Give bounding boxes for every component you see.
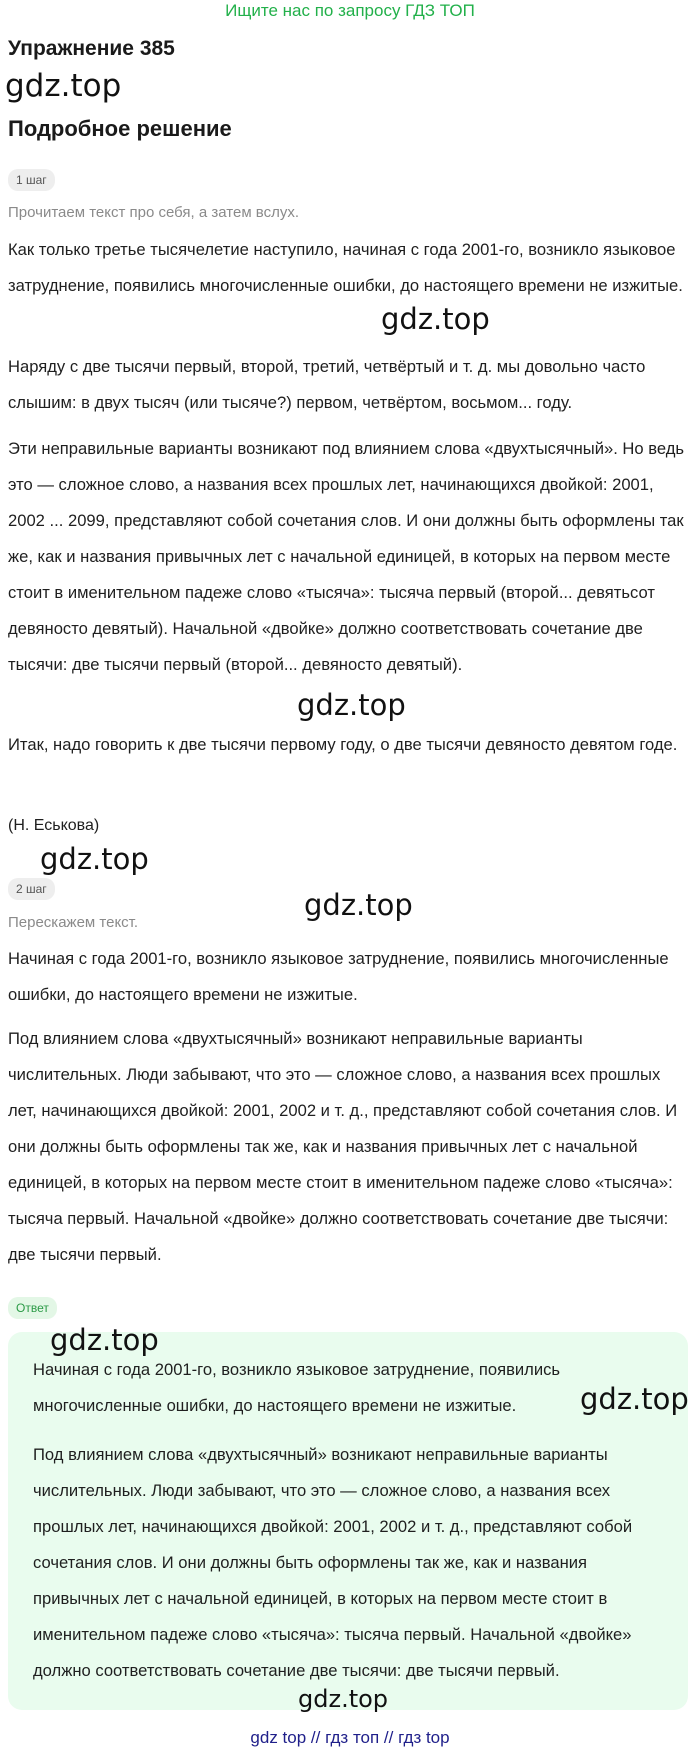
footer-links[interactable]: gdz top // гдз топ // гдз top [250,1728,450,1747]
step2-paragraph-1: Начиная с года 2001-го, возникло языковое затруднение, появились многочисленные ошибки, до настоящего времени не изжитые. [8,949,669,1004]
watermark: gdz.top [580,1382,689,1416]
answer-badge: Ответ [8,1297,57,1319]
step1-paragraph-2: Наряду с две тысячи первый, второй, третий, четвёртый и т. д. мы довольно часто слышим: в двух тысяч (или тысяче?) первом, четвёртом, восьмом... году. [8,357,646,412]
watermark: gdz.top [304,888,413,922]
step1-author: (Н. Еськова) [8,817,100,834]
answer-paragraph-1: Начиная с года 2001-го, возникло языковое затруднение, появились многочисленные ошибки, до настоящего времени не изжитые. [33,1360,561,1415]
top-banner[interactable]: Ищите нас по запросу ГДЗ ТОП [225,1,475,20]
section-title: Подробное решение [8,116,232,141]
step-badge-2: 2 шаг [8,878,55,900]
watermark: gdz.top [40,842,149,876]
watermark: gdz.top [297,688,406,722]
watermark: gdz.top [50,1323,159,1357]
step1-paragraph-3: Эти неправильные варианты возникают под влиянием слова «двухтысячный». Но ведь это — сложное слово, а названия всех прошлых лет, начинающихся двойкой: 2001, 2002 ... 2099, представляют собой сочетания слов. И они должны быть оформлены так же, как и названия привычных лет с начальной единицей, в которых на первом месте стоит в именительном падеже слово «тысяча»: тысяча первый (второй... девятьсот девяносто девятый). Начальной «двойке» должно соответствовать сочетание две тысячи: две тысячи первый (второй... девяносто девятый). [8,439,685,674]
step1-paragraph-4: Итак, надо говорить к две тысячи первому году, о две тысячи девяносто девятом годе. [8,735,678,754]
watermark: gdz.top [381,302,490,336]
step-badge-1: 1 шаг [8,169,55,191]
watermark: gdz.top [5,68,122,104]
watermark: gdz.top [298,1685,389,1713]
step1-paragraph-1: Как только третье тысячелетие наступило, начиная с года 2001-го, возникло языковое затруднение, появились многочисленные ошибки, до настоящего времени не изжитые. [8,240,683,295]
answer-paragraph-2: Под влиянием слова «двухтысячный» возникают неправильные варианты числительных. Люди забывают, что это — сложное слово, а названия всех прошлых лет, начинающихся двойкой: 2001, 2002 и т. д., представляют собой сочетания слов. И они должны быть оформлены так же, как и названия привычных лет с начальной единицей, в которых на первом месте стоит в именительном падеже слово «тысяча»: тысяча первый. Начальной «двойке» должно соответствовать сочетание две тысячи: две тысячи первый. [33,1445,633,1680]
step-instruction-2: Перескажем текст. [8,914,139,931]
exercise-title: Упражнение 385 [8,37,175,60]
step2-paragraph-2: Под влиянием слова «двухтысячный» возникают неправильные варианты числительных. Люди забывают, что это — сложное слово, а названия всех прошлых лет, начинающихся двойкой: 2001, 2002 и т. д., представляют собой сочетания слов. И они должны быть оформлены так же, как и названия привычных лет с начальной единицей, в которых на первом месте стоит в именительном падеже слово «тысяча»: тысяча первый. Начальной «двойке» должно соответствовать сочетание две тысячи: две тысячи первый. [8,1029,678,1264]
step-instruction-1: Прочитаем текст про себя, а затем вслух. [8,204,300,221]
